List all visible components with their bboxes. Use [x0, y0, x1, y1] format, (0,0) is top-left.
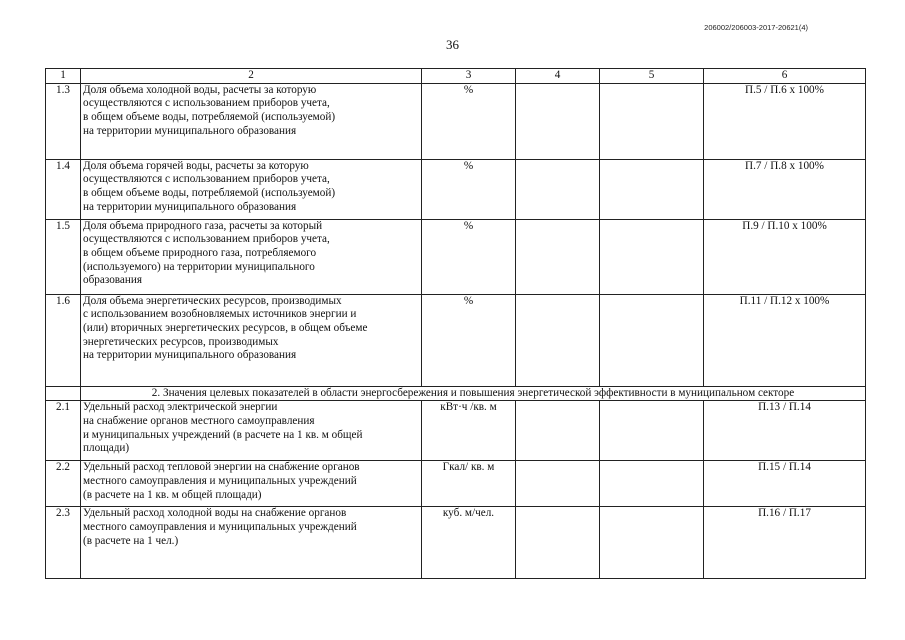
row-description: Удельный расход тепловой энергии на снабжение органов местного самоуправления и муниципальных учреждений (в расчете на 1 кв. м общей площади)	[81, 461, 422, 507]
row-number: 1.6	[46, 294, 81, 386]
row-cell-empty	[600, 401, 704, 461]
table-row	[46, 83, 866, 159]
row-cell-empty	[516, 461, 600, 507]
row-description: Доля объема природного газа, расчеты за который осуществляются с использованием приборов учета, в общем объеме природного газа, потребляемого (используемого) на территории муниципального образования	[81, 219, 422, 294]
row-description: Доля объема энергетических ресурсов, производимых с использованием возобновляемых источников энергии и (или) вторичных энергетических ресурсов, в общем объеме энергетических ресурсов, производимых на территории муниципального образования	[81, 294, 422, 386]
row-unit: кВт·ч /кв. м	[422, 401, 516, 461]
row-cell-empty	[516, 294, 600, 386]
page-number: 36	[446, 37, 459, 52]
table-row	[46, 507, 866, 579]
row-cell-empty	[600, 219, 704, 294]
row-cell-empty	[516, 507, 600, 579]
row-cell-empty	[516, 401, 600, 461]
row-cell-empty	[516, 83, 600, 159]
row-cell-empty	[600, 461, 704, 507]
row-unit: %	[422, 83, 516, 159]
row-description: Удельный расход холодной воды на снабжение органов местного самоуправления и муниципальных учреждений (в расчете на 1 чел.)	[81, 507, 422, 579]
row-number: 1.5	[46, 219, 81, 294]
table-row	[46, 294, 866, 386]
row-unit: куб. м/чел.	[422, 507, 516, 579]
section-empty-cell	[46, 386, 81, 401]
row-number: 2.3	[46, 507, 81, 579]
row-formula: П.16 / П.17	[704, 507, 866, 579]
row-unit: %	[422, 294, 516, 386]
row-number: 2.1	[46, 401, 81, 461]
row-cell-empty	[600, 507, 704, 579]
row-cell-empty	[600, 294, 704, 386]
row-number: 1.4	[46, 159, 81, 219]
row-description: Доля объема холодной воды, расчеты за которую осуществляются с использованием приборов учета, в общем объеме воды, потребляемой (используемой) на территории муниципального образования	[81, 83, 422, 159]
row-number: 2.2	[46, 461, 81, 507]
table-header-row	[46, 69, 866, 84]
column-header: 1	[46, 69, 81, 84]
row-unit: %	[422, 159, 516, 219]
row-unit: Гкал/ кв. м	[422, 461, 516, 507]
row-cell-empty	[516, 219, 600, 294]
table-row	[46, 219, 866, 294]
row-formula: П.13 / П.14	[704, 401, 866, 461]
row-cell-empty	[600, 159, 704, 219]
row-description: Доля объема горячей воды, расчеты за которую осуществляются с использованием приборов учета, в общем объеме воды, потребляемой (используемой) на территории муниципального образования	[81, 159, 422, 219]
table-row	[46, 159, 866, 219]
section-title: 2. Значения целевых показателей в области энергосбережения и повышения энергетической эффективности в муниципальном секторе	[81, 386, 866, 401]
table-row	[46, 461, 866, 507]
column-header: 6	[704, 69, 866, 84]
section-header-row	[46, 386, 866, 401]
row-number: 1.3	[46, 83, 81, 159]
row-formula: П.5 / П.6 х 100%	[704, 83, 866, 159]
row-formula: П.15 / П.14	[704, 461, 866, 507]
column-header: 5	[600, 69, 704, 84]
row-cell-empty	[516, 159, 600, 219]
row-formula: П.9 / П.10 х 100%	[704, 219, 866, 294]
column-header: 3	[422, 69, 516, 84]
row-formula: П.7 / П.8 х 100%	[704, 159, 866, 219]
table-row	[46, 401, 866, 461]
document-id: 206002/206003-2017-20621(4)	[704, 23, 808, 32]
row-formula: П.11 / П.12 х 100%	[704, 294, 866, 386]
row-cell-empty	[600, 83, 704, 159]
column-header: 4	[516, 69, 600, 84]
row-unit: %	[422, 219, 516, 294]
row-description: Удельный расход электрической энергии на снабжение органов местного самоуправления и муниципальных учреждений (в расчете на 1 кв. м общей площади)	[81, 401, 422, 461]
indicators-table	[45, 68, 866, 579]
column-header: 2	[81, 69, 422, 84]
